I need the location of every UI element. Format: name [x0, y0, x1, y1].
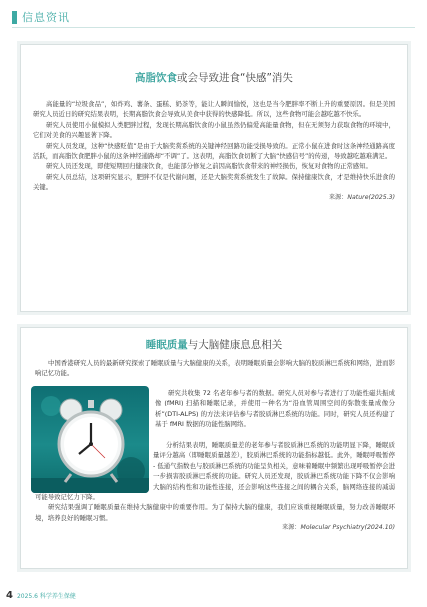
paragraph: 研究共收集 72 名老年参与者的数据。研究人员对参与者进行了功能性磁共振成像 (fMRI) 扫描和睡眠记录，并使用一种名为“沿血管周围空间的弥散张量成像分析”(DTI-ALPS) 的方法来评估参与者胶质淋巴系统的功能。同时，研究人员还构建了基于 fMRI 数据的功能性脑网络。 — [155, 389, 395, 429]
paragraph: 研究人员发现，这种“快感贬值”是由于大脑奖赏系统的关键神经回路功能受损导致的。正常小鼠在进食时这条神经通路高度活跃，而高脂饮食肥胖小鼠的这条神经通路却“不调”了。这表明，高脂饮食切断了大脑“快感信号”的传递，导致越吃越难满足。 — [33, 141, 395, 161]
title-rest: 或会导致进食“快感”消失 — [177, 72, 293, 84]
source-journal: Nature(2025.3) — [347, 193, 395, 201]
article-source — [35, 523, 395, 533]
paragraph-wrap — [35, 440, 395, 533]
article-card-sleep-quality — [20, 327, 408, 569]
article-body — [33, 99, 395, 203]
footer-magazine: 2025.6 科学养生保健 — [16, 592, 76, 600]
float-spacer — [35, 440, 153, 492]
paragraph: 研究人员使用小鼠模拟人类肥胖过程，发现长期高脂饮食的小鼠虽然仍偏爱高能量食物，但在无须努力获取食物的环境中，它们对美食的兴趣显著下降。 — [33, 120, 395, 140]
title-rest: 与大脑健康息息相关 — [187, 339, 283, 351]
source-journal: Molecular Psychiatry(2024.10) — [300, 524, 395, 532]
source-prefix: 来源： — [281, 524, 301, 532]
article-title — [29, 71, 399, 85]
article-source — [33, 193, 395, 203]
source-prefix: 来源： — [328, 193, 348, 201]
title-highlight: 高脂饮食 — [135, 72, 178, 84]
paragraph: 研究结果强调了睡眠质量在维持大脑健康中的重要作用。为了保持大脑的健康，我们应该重视睡眠质量，努力改善睡眠环境，培养良好的睡眠习惯。 — [35, 503, 395, 522]
header-accent-bar — [12, 11, 17, 24]
paragraph: 高能量的“垃圾食品”，如炸鸡、薯条、蛋糕、奶茶等，能让人瞬间愉悦，这也是当今肥胖率不断上升的重要原因。但是美国研究人员近日的研究结果表明，长期高脂饮食会导致从美食中获得的快感降低。所以，这些食物可能会越吃越不快乐。 — [33, 100, 395, 119]
paragraph: 研究人员还发现，即使短期回归健康饮食，也能部分修复之前因高脂饮食带来的神经损伤，恢复对食物的正常感知。 — [46, 162, 372, 171]
paragraph: 分析结果表明，睡眠质量差的老年参与者胶质淋巴系统的功能明显下降，睡眠质量评分越高（即睡眠质量越差），胶质淋巴系统的功能指标越低。此外，睡眠呼吸暂停 - 低通气指数也与胶质淋巴系统的功能呈负相关，意味着睡眠中频繁出现呼吸暂停会进一步损害胶质淋巴系统的功能。研究人员还发现，胶质淋巴系统功能下降不仅会影响大脑的结构性和功能性连接，还会影响这些连接之间的耦合关系，脑网络连接的减弱可能导致记忆力下降。 — [35, 441, 395, 502]
section-title: 信息资讯 — [22, 11, 70, 24]
paragraph: 中国香港研究人员的最新研究探索了睡眠质量与大脑健康的关系，表明睡眠质量会影响大脑的胶质淋巴系统和网络，进而影响记忆功能。 — [35, 359, 395, 378]
article-title — [29, 338, 399, 352]
header-divider — [12, 27, 415, 28]
title-highlight: 睡眠质量 — [145, 339, 188, 351]
page-footer — [6, 589, 76, 601]
paragraph: 研究人员总结，这项研究显示，肥胖不仅是代谢问题，还是大脑奖赏系统发生了故障。保持健康饮食，才是维持快乐进食的关键。 — [33, 172, 395, 192]
page-number: 4 — [6, 589, 13, 601]
section-header — [12, 8, 415, 26]
article-card-high-fat-diet — [20, 44, 408, 312]
